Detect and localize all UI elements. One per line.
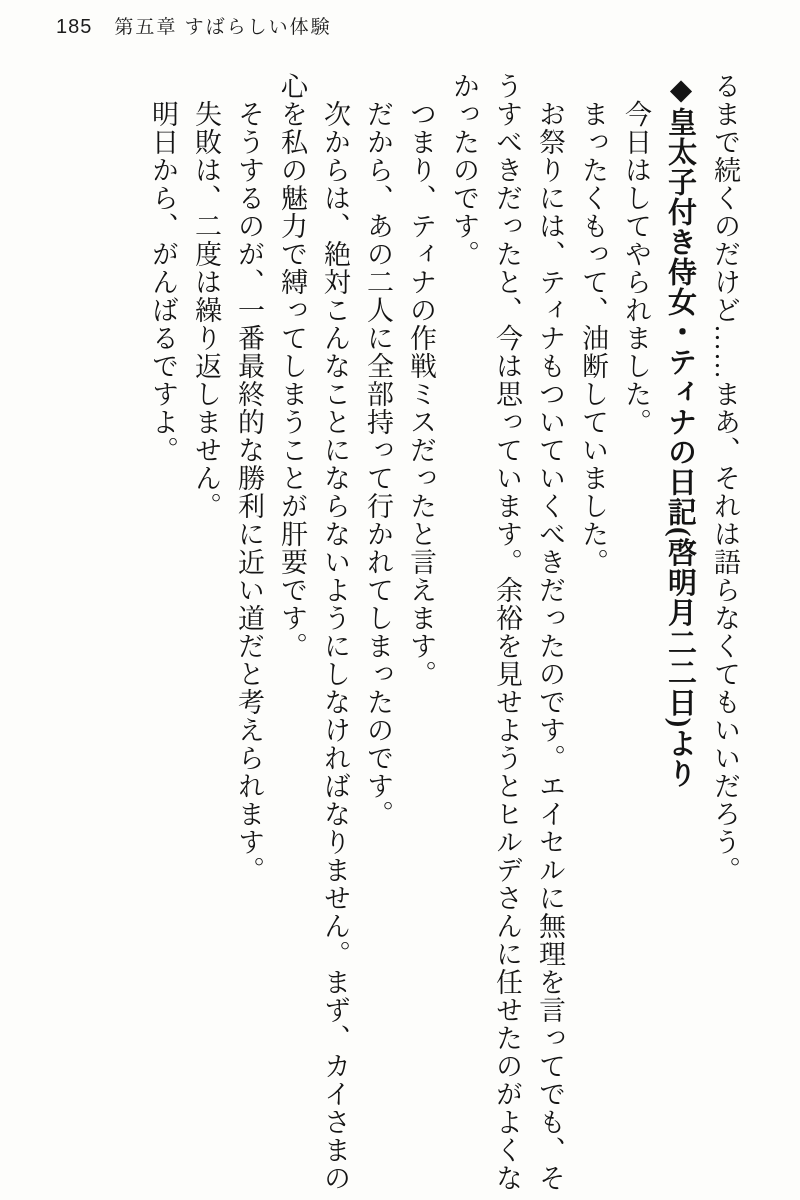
chapter-title: 第五章 すばらしい体験: [114, 17, 332, 38]
paragraph: だから、あの二人に全部持って行かれてしまったのです。: [363, 100, 393, 828]
paragraph: つまり、ティナの作戦ミスだったと言えます。: [406, 100, 436, 688]
paragraph-continuation: るまで続くのだけど……まあ、それは語らなくてもいいだろう。: [710, 72, 740, 884]
paragraph: 失敗は、二度は繰り返しません。: [191, 100, 221, 520]
paragraph: まったくもって、油断していました。: [578, 100, 608, 576]
paragraph: そうするのが、一番最終的な勝利に近い道だと考えられます。: [234, 100, 264, 884]
paragraph: 明日から、がんばるですよ。: [148, 100, 178, 464]
diary-heading: ◆皇太子付き侍女・ティナの日記(啓明月二二日)より: [664, 72, 696, 789]
page-number: 185: [56, 16, 93, 38]
paragraph: 今日はしてやられました。: [621, 100, 651, 436]
page-text: [141, 72, 746, 1200]
paragraph: お祭りには、ティナもついていくべきだったのです。エイセルに無理を言ってでも、そうすべきだったと、今は思っています。余裕を見せようとヒルデさんに任せたのがよくなかったのです。: [449, 72, 565, 1192]
paragraph: 次からは、絶対こんなことにならないようにしなければなりません。まず、カイさまの心を私の魅力で縛ってしまうことが肝要です。: [277, 72, 350, 1192]
page-header: [56, 12, 332, 39]
